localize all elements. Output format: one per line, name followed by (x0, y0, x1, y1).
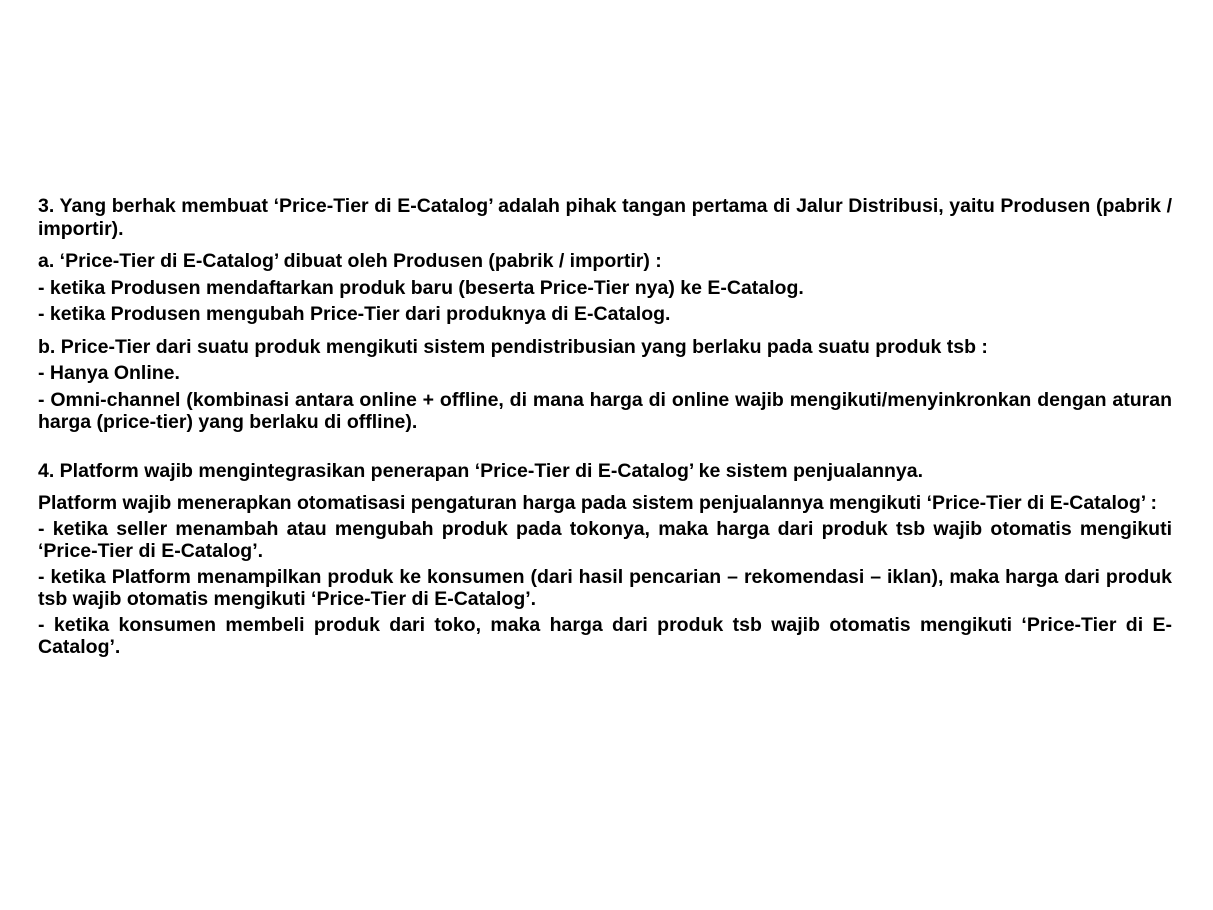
section-3b-title: b. Price-Tier dari suatu produk mengikuti sistem pendistribusian yang berlaku pada suatu produk tsb : (38, 335, 988, 358)
section-4-item: - ketika seller menambah atau mengubah produk pada tokonya, maka harga dari produk tsb wajib otomatis mengikuti ‘Price-Tier di E-Catalog’. (38, 517, 1172, 562)
section-3a-item: - ketika Produsen mendaftarkan produk baru (beserta Price-Tier nya) ke E-Catalog. (38, 276, 804, 299)
section-4-item: - ketika Platform menampilkan produk ke konsumen (dari hasil pencarian – rekomendasi – iklan), maka harga dari produk tsb wajib otomatis mengikuti ‘Price-Tier di E-Catalog’. (38, 565, 1172, 610)
section-3a-title: a. ‘Price-Tier di E-Catalog’ dibuat oleh Produsen (pabrik / importir) : (38, 250, 662, 272)
section-4-heading: 4. Platform wajib mengintegrasikan penerapan ‘Price-Tier di E-Catalog’ ke sistem penjualannya. (38, 459, 924, 482)
section-4-intro: Platform wajib menerapkan otomatisasi pengaturan harga pada sistem penjualannya mengikuti ‘Price-Tier di E-Catalog’ : (38, 492, 1158, 514)
section-3b-item: - Omni-channel (kombinasi antara online + offline, di mana harga di online wajib mengikuti/menyinkronkan dengan aturan harga (price-tier) yang berlaku di offline). (38, 388, 1172, 433)
section-4-item: - ketika konsumen membeli produk dari toko, maka harga dari produk tsb wajib otomatis mengikuti ‘Price-Tier di E-Catalog’. (38, 613, 1172, 658)
section-3-heading: 3. Yang berhak membuat ‘Price-Tier di E-Catalog’ adalah pihak tangan pertama di Jalur Distribusi, yaitu Produsen (pabrik / importir). (38, 195, 1172, 240)
document-body (38, 195, 1172, 659)
section-3b-item: - Hanya Online. (38, 362, 180, 384)
section-3a-item: - ketika Produsen mengubah Price-Tier dari produknya di E-Catalog. (38, 303, 671, 325)
